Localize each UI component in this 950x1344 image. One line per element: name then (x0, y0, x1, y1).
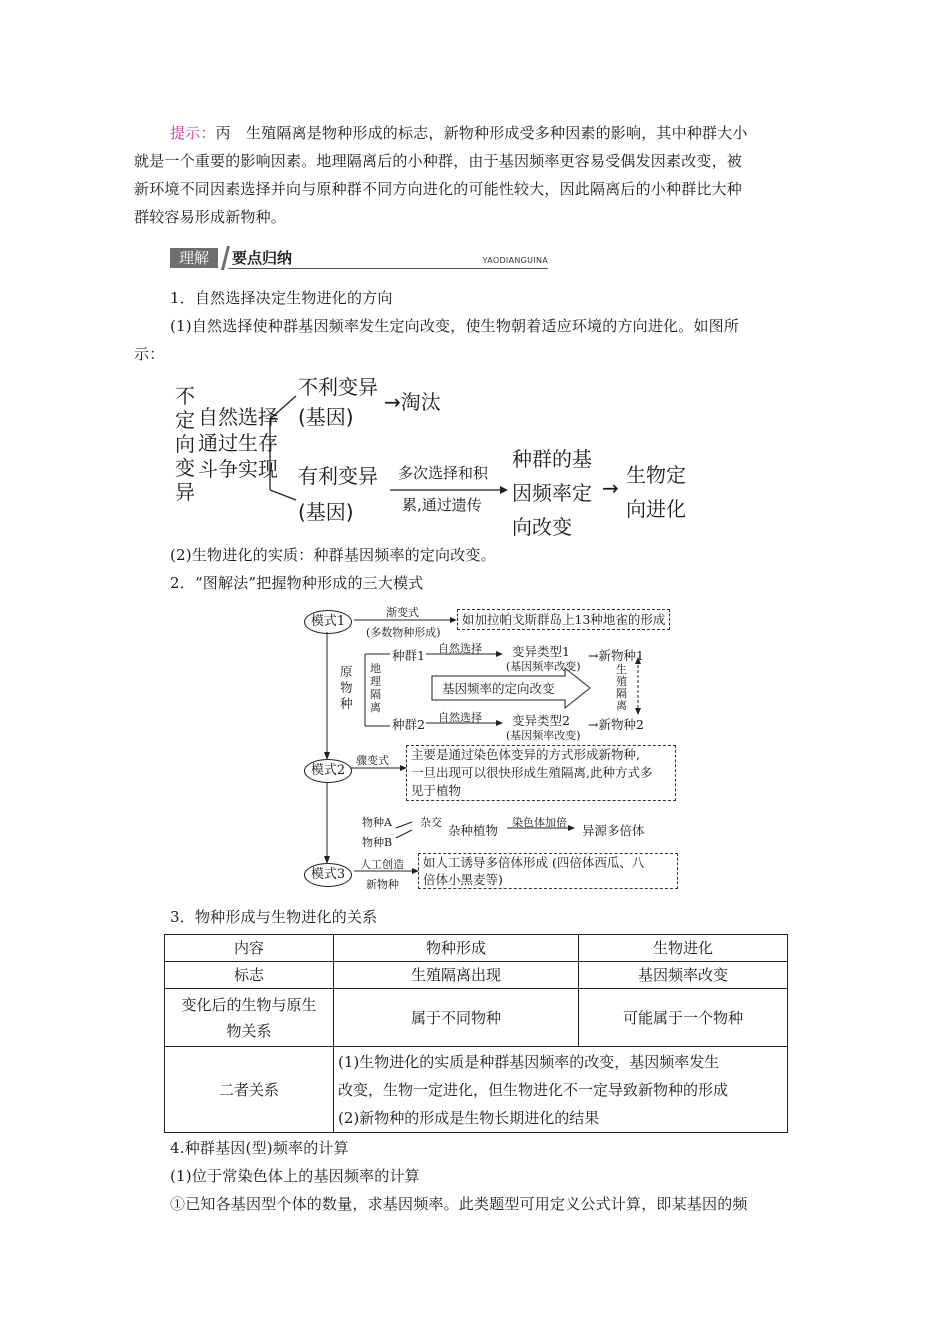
geographic-isolation-label: 地 理 隔 离 (370, 662, 381, 714)
section-1-p1-cont: 示： (134, 345, 165, 363)
result-arrow: → (602, 476, 619, 500)
hint-line-3: 新环境不同因素选择并向与原种群不同方向进化的可能性较大，因此隔离后的小种群比大种 (134, 180, 743, 198)
hybridization-label: 杂交 (420, 816, 442, 829)
section-1-p2: (2)生物进化的实质：种群基因频率的定向改变。 (170, 546, 496, 564)
table-row (165, 962, 788, 989)
hint-line-2: 就是一个重要的影响因素。地理隔离后的小种群，由于基因频率更容易受偶发因素改变，被 (134, 152, 743, 170)
elimination-label: →淘汰 (384, 390, 441, 414)
accumulation-label-top: 多次选择和积 (398, 464, 489, 482)
variation-type-2-sub: (基因频率改变) (506, 729, 581, 742)
species-b: 物种B (362, 836, 393, 849)
section-banner (170, 246, 548, 270)
table-cell: 二者关系 (165, 1047, 334, 1133)
hint-line-4: 群较容易形成新物种。 (134, 208, 287, 226)
harmful-variation-label: 不利变异 (基因) (298, 375, 378, 429)
banner-slash-icon (218, 246, 232, 270)
table-cell: 属于不同物种 (334, 989, 579, 1047)
hint-label: 提示： (170, 124, 216, 142)
section-4-p1: (1)位于常染色体上的基因频率的计算 (170, 1167, 420, 1185)
banner-title: 要点归纳 (232, 249, 293, 267)
mode-1-oval: 模式1 (304, 610, 352, 634)
original-species-label: 原 物 种 (340, 664, 353, 711)
banner-subtitle: YAODIANGUINA (482, 256, 548, 265)
accumulation-label-bottom: 累,通过遗传 (402, 496, 482, 514)
section-1-heading: 1．自然选择决定生物进化的方向 (170, 289, 393, 307)
species-a: 物种A (362, 816, 392, 829)
table-cell: 变化后的生物与原生 物关系 (165, 989, 334, 1047)
gradual-sub-label: (多数物种形成) (366, 626, 441, 639)
chromosome-doubling-label: 染色体加倍 (512, 816, 567, 829)
table-cell: (1)生物进化的实质是种群基因频率的改变，基因频率发生 改变，生物一定进化，但生物进化不一定导致新物种的形成 (2)新物种的形成是生物长期进化的结果 (334, 1047, 788, 1133)
reproductive-isolation-label: 生 殖 隔 离 (616, 663, 627, 712)
new-species-2: →新物种2 (588, 717, 644, 732)
abrupt-label: 骤变式 (356, 754, 389, 767)
speciation-modes-diagram (300, 602, 680, 894)
table-header-cell: 内容 (165, 935, 334, 962)
section-4-heading: 4.种群基因(型)频率的计算 (170, 1139, 349, 1157)
variation-type-2: 变异类型2 (512, 713, 570, 728)
directed-change-arrow-label: 基因频率的定向改变 (442, 681, 555, 696)
variation-type-1: 变异类型1 (512, 644, 570, 659)
hybrid-plant: 杂种植物 (448, 823, 499, 838)
hint-line-1: 提示：丙 生殖隔离是物种形成的标志，新物种形成受多种因素的影响，其中种群大小 (170, 124, 748, 142)
mode-2-oval: 模式2 (304, 759, 352, 783)
artificial-creation-label: 人工创造 (360, 858, 404, 871)
undirected-variation-label: 不 定 向 变 异 (175, 384, 195, 504)
table-cell: 生殖隔离出现 (334, 962, 579, 989)
table-header-cell: 生物进化 (579, 935, 788, 962)
mode-1-example-box: 如加拉帕戈斯群岛上13种地雀的形成 (457, 609, 670, 630)
table-header-cell: 物种形成 (334, 935, 579, 962)
selection-diagram (170, 372, 710, 542)
selection-1-label: 自然选择 (438, 642, 482, 655)
directed-evolution-label: 生物定 向进化 (626, 463, 686, 521)
population-2: 种群2 (392, 717, 425, 732)
population-1: 种群1 (392, 648, 425, 663)
mode-3-oval: 模式3 (304, 863, 352, 887)
beneficial-variation-label: 有利变异 (基因) (298, 464, 378, 524)
table-cell: 基因频率改变 (579, 962, 788, 989)
gene-frequency-label: 种群的基 因频率定 向改变 (512, 447, 592, 539)
new-species-label: 新物种 (366, 878, 399, 891)
selection-2-label: 自然选择 (438, 711, 482, 724)
variation-type-1-sub: (基因频率改变) (506, 660, 581, 673)
allopolyploid: 异源多倍体 (582, 823, 645, 838)
relation-table (164, 934, 788, 1133)
table-row (165, 1047, 788, 1133)
table-row (165, 989, 788, 1047)
banner-underline (228, 268, 548, 269)
table-header-row (165, 935, 788, 962)
mode-2-description-box: 主要是通过染色体变异的方式形成新物种, 一旦出现可以很快形成生殖隔离,此种方式多 见于植物 (406, 745, 676, 801)
table-cell: 可能属于一个物种 (579, 989, 788, 1047)
new-species-1: →新物种1 (588, 648, 644, 663)
section-4-p2: ①已知各基因型个体的数量，求基因频率。此类题型可用定义公式计算，即某基因的频 (170, 1195, 748, 1213)
section-2-heading: 2．“图解法”把握物种形成的三大模式 (170, 574, 424, 592)
section-1-p1: (1)自然选择使种群基因频率发生定向改变，使生物朝着适应环境的方向进化。如图所 (170, 317, 740, 335)
gradual-label: 渐变式 (386, 606, 419, 619)
table-cell: 标志 (165, 962, 334, 989)
natural-selection-label: 自然选择 通过生存 斗争实现 (198, 405, 278, 481)
banner-tag: 理解 (170, 248, 218, 268)
mode-3-example-box: 如人工诱导多倍体形成 (四倍体西瓜、八 倍体小黑麦等) (418, 853, 678, 889)
section-3-heading: 3．物种形成与生物进化的关系 (170, 908, 378, 926)
